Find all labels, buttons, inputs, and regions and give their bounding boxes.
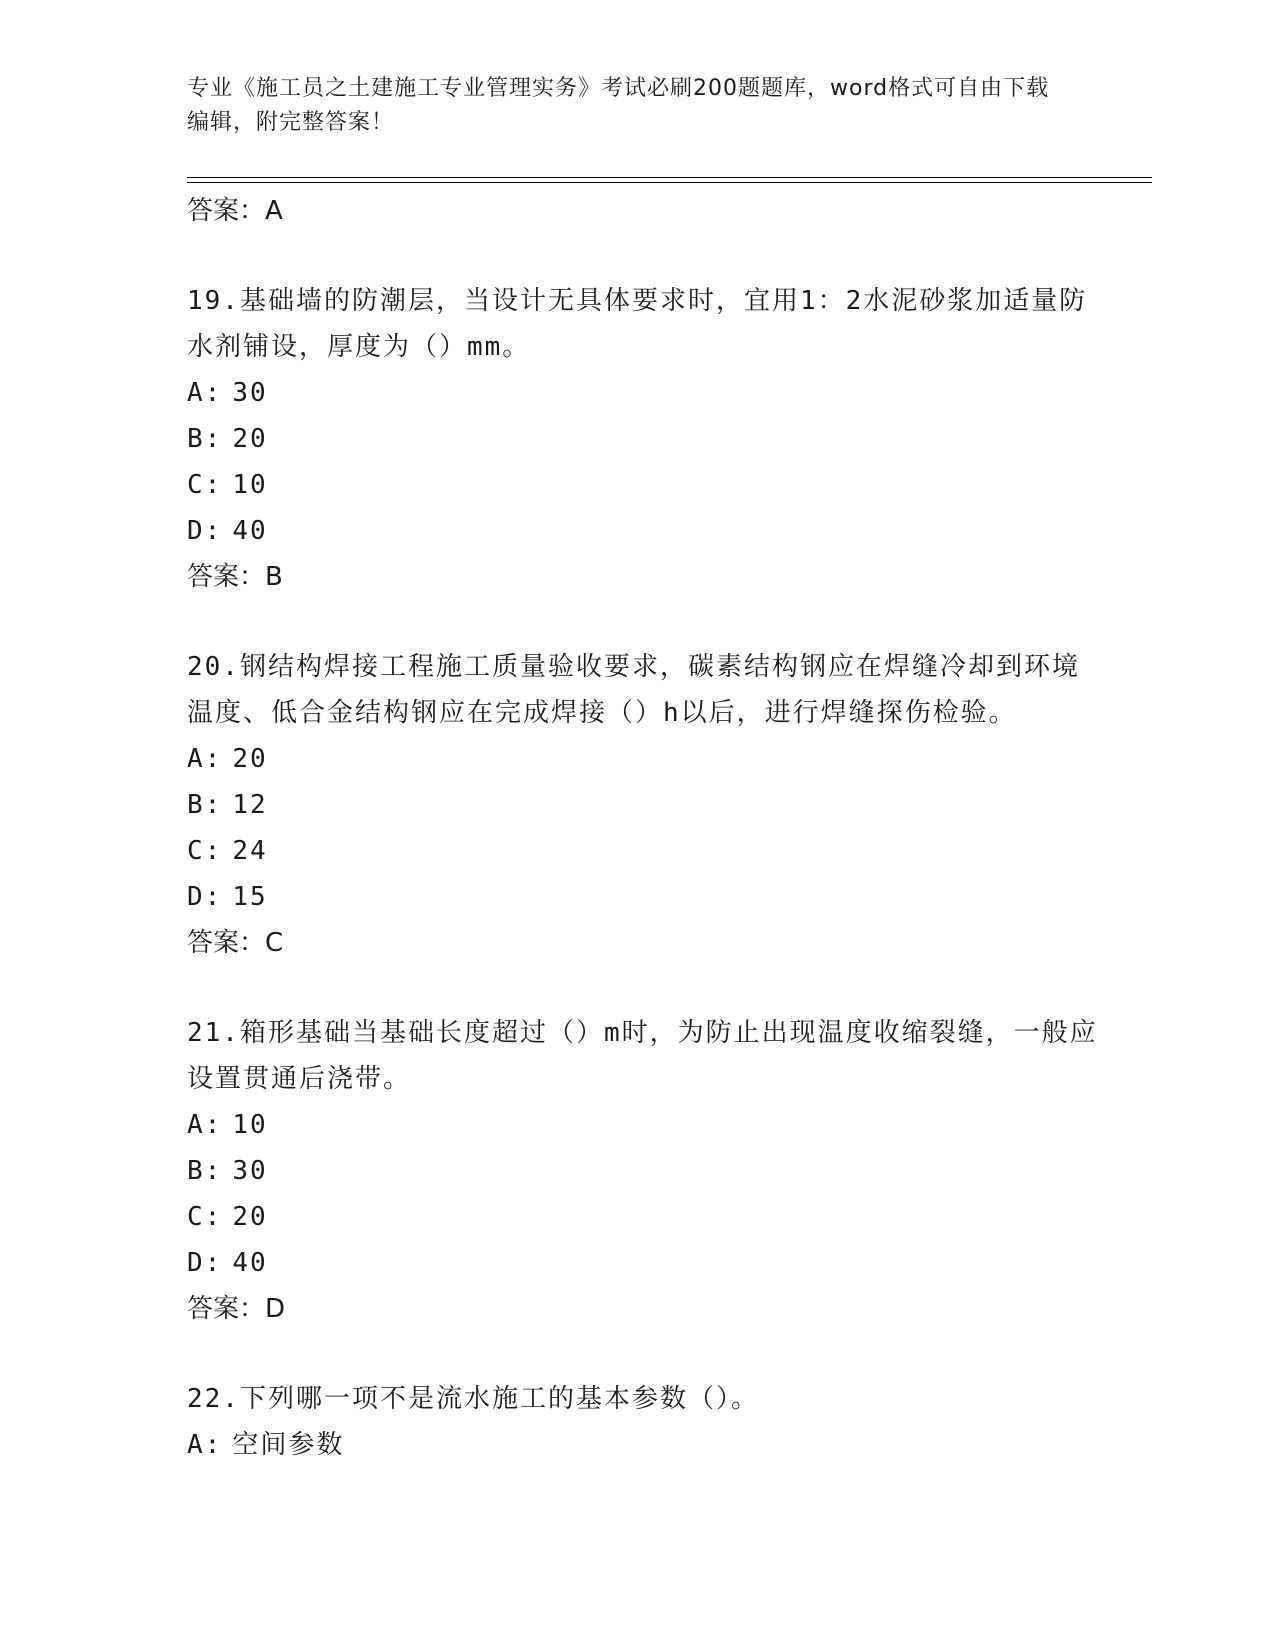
option-key: B: bbox=[187, 790, 223, 820]
option-text: 40 bbox=[232, 516, 268, 546]
question-item bbox=[187, 644, 1107, 966]
option-key: D: bbox=[187, 516, 223, 546]
option bbox=[187, 416, 1107, 462]
option bbox=[187, 1194, 1107, 1240]
option-key: D: bbox=[187, 1248, 223, 1278]
option-text: 40 bbox=[232, 1248, 268, 1278]
option-text: 30 bbox=[232, 378, 268, 408]
question-item bbox=[187, 1010, 1107, 1332]
option-key: C: bbox=[187, 470, 223, 500]
question-stem: 20.钢结构焊接工程施工质量验收要求，碳素结构钢应在焊缝冷却到环境温度、低合金结构钢应在完成焊接（）h以后，进行焊缝探伤检验。 bbox=[187, 652, 1080, 728]
option bbox=[187, 828, 1107, 874]
question-stem: 21.箱形基础当基础长度超过（）m时，为防止出现温度收缩裂缝，一般应设置贯通后浇带。 bbox=[187, 1018, 1098, 1094]
question-answer: 答案：C bbox=[187, 928, 284, 958]
option-text: 20 bbox=[232, 424, 268, 454]
option bbox=[187, 508, 1107, 554]
header-rule-bottom bbox=[187, 182, 1152, 183]
option-text: 24 bbox=[232, 836, 268, 866]
question-answer: 答案：B bbox=[187, 562, 283, 592]
option bbox=[187, 782, 1107, 828]
option-key: A: bbox=[187, 744, 223, 774]
option-text: 30 bbox=[232, 1156, 268, 1186]
option-key: C: bbox=[187, 836, 223, 866]
option bbox=[187, 1240, 1107, 1286]
option-text: 15 bbox=[232, 882, 268, 912]
option-key: D: bbox=[187, 882, 223, 912]
option bbox=[187, 462, 1107, 508]
previous-answer: 答案：A bbox=[187, 196, 283, 226]
option-text: 20 bbox=[232, 1202, 268, 1232]
question-stem: 22.下列哪一项不是流水施工的基本参数（）。 bbox=[187, 1384, 759, 1414]
option-key: C: bbox=[187, 1202, 223, 1232]
question-answer: 答案：D bbox=[187, 1294, 286, 1324]
question-stem: 19.基础墙的防潮层，当设计无具体要求时，宜用1：2水泥砂浆加适量防水剂铺设，厚度为（）mm。 bbox=[187, 286, 1088, 362]
option-key: B: bbox=[187, 424, 223, 454]
option-key: A: bbox=[187, 1430, 223, 1460]
question-item bbox=[187, 278, 1107, 600]
option bbox=[187, 1148, 1107, 1194]
question-item bbox=[187, 1376, 1107, 1468]
option bbox=[187, 874, 1107, 920]
option-text: 空间参数 bbox=[232, 1430, 345, 1460]
option bbox=[187, 1102, 1107, 1148]
option bbox=[187, 1422, 1107, 1468]
page-header: 专业《施工员之土建施工专业管理实务》考试必刷200题题库，word格式可自由下载编辑，附完整答案！ bbox=[187, 76, 1050, 135]
option-key: A: bbox=[187, 1110, 223, 1140]
option-text: 20 bbox=[232, 744, 268, 774]
option-key: A: bbox=[187, 378, 223, 408]
option bbox=[187, 736, 1107, 782]
option-key: B: bbox=[187, 1156, 223, 1186]
option-text: 10 bbox=[232, 1110, 268, 1140]
option-text: 12 bbox=[232, 790, 268, 820]
option-text: 10 bbox=[232, 470, 268, 500]
header-rule-top bbox=[187, 177, 1152, 178]
option bbox=[187, 370, 1107, 416]
question-list bbox=[187, 188, 1107, 1468]
